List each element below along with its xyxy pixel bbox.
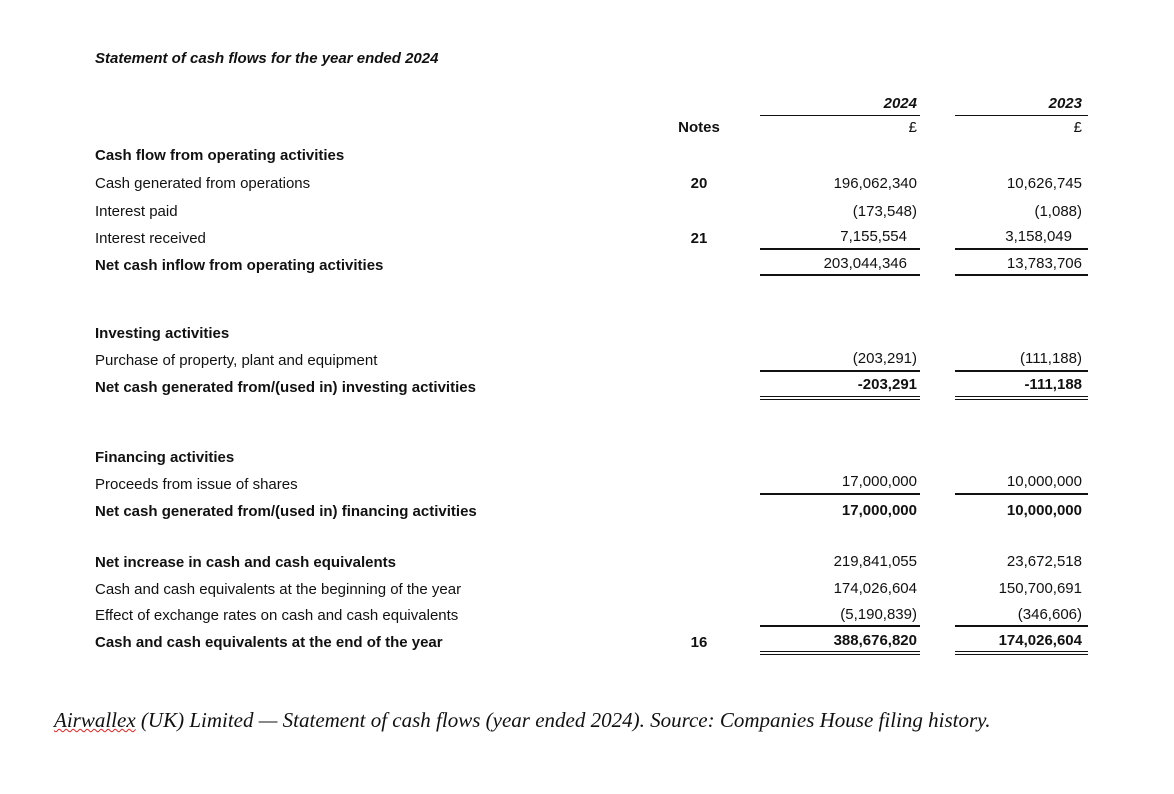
row-label: Proceeds from issue of shares xyxy=(95,476,298,493)
currency-2023: £ xyxy=(1073,119,1082,136)
double-total-rule xyxy=(760,396,920,400)
row-value-2024: 203,044,346 xyxy=(823,255,907,272)
subtotal-rule xyxy=(955,625,1088,627)
row-value-2024: 17,000,000 xyxy=(841,502,917,519)
row-value-2024: 17,000,000 xyxy=(841,473,917,490)
section-heading-investing: Investing activities xyxy=(95,325,230,342)
row-value-2023: 3,158,049 xyxy=(1005,228,1072,245)
row-label: Cash generated from operations xyxy=(95,175,311,192)
row-note: 16 xyxy=(690,634,708,651)
row-value-2023: -111,188 xyxy=(1024,376,1082,393)
row-label-total: Cash and cash equivalents at the end of the year xyxy=(95,634,443,651)
row-value-2023: 150,700,691 xyxy=(998,580,1082,597)
row-value-2023: 23,672,518 xyxy=(1006,553,1082,570)
row-note: 20 xyxy=(690,175,708,192)
total-rule xyxy=(955,274,1088,276)
row-label: Effect of exchange rates on cash and cash equivalents xyxy=(95,607,459,624)
double-total-rule xyxy=(760,651,920,655)
row-value-2023: 10,000,000 xyxy=(1006,502,1082,519)
row-value-2023: 174,026,604 xyxy=(998,632,1082,649)
double-total-rule xyxy=(955,396,1088,400)
statement-title: Statement of cash flows for the year ended 2024 xyxy=(95,50,439,67)
header-rule-2023 xyxy=(955,115,1088,116)
currency-2024: £ xyxy=(908,119,917,136)
double-total-rule xyxy=(955,651,1088,655)
caption-text: (UK) Limited — Statement of cash flows (year ended 2024). Source: Companies House filing history. xyxy=(135,708,991,732)
row-note: 21 xyxy=(690,230,708,247)
row-value-2024: 388,676,820 xyxy=(833,632,917,649)
row-value-2023: (1,088) xyxy=(1034,203,1082,220)
subtotal-rule xyxy=(760,625,920,627)
row-value-2023: (111,188) xyxy=(1020,350,1082,367)
subtotal-rule xyxy=(760,370,920,372)
row-label-total: Net cash generated from/(used in) financing activities xyxy=(95,503,477,520)
subtotal-rule xyxy=(955,493,1088,495)
row-value-2024: -203,291 xyxy=(857,376,917,393)
column-header-2024: 2024 xyxy=(883,95,917,112)
row-value-2023: 10,626,745 xyxy=(1006,175,1082,192)
subtotal-rule xyxy=(760,248,920,250)
row-label: Purchase of property, plant and equipment xyxy=(95,352,378,369)
row-label: Cash and cash equivalents at the beginning of the year xyxy=(95,581,462,598)
section-heading-financing: Financing activities xyxy=(95,449,235,466)
subtotal-rule xyxy=(760,493,920,495)
row-value-2023: 13,783,706 xyxy=(1006,255,1082,272)
caption-company: Airwallex xyxy=(54,708,136,732)
row-value-2024: 7,155,554 xyxy=(840,228,907,245)
row-value-2023: (346,606) xyxy=(1017,606,1082,623)
row-value-2024: (203,291) xyxy=(852,350,917,367)
row-label: Interest paid xyxy=(95,203,178,220)
row-value-2024: (173,548) xyxy=(852,203,917,220)
row-label-total: Net cash inflow from operating activities xyxy=(95,257,384,274)
row-value-2024: 196,062,340 xyxy=(833,175,917,192)
row-label: Interest received xyxy=(95,230,206,247)
total-rule xyxy=(760,274,920,276)
subtotal-rule xyxy=(955,248,1088,250)
row-value-2024: (5,190,839) xyxy=(840,606,917,623)
column-header-2023: 2023 xyxy=(1048,95,1082,112)
notes-header: Notes xyxy=(678,119,720,136)
row-value-2023: 10,000,000 xyxy=(1006,473,1082,490)
row-value-2024: 174,026,604 xyxy=(833,580,917,597)
row-label: Net increase in cash and cash equivalents xyxy=(95,554,396,571)
row-value-2024: 219,841,055 xyxy=(833,553,917,570)
figure-caption xyxy=(54,708,991,733)
header-rule-2024 xyxy=(760,115,920,116)
section-heading-operating: Cash flow from operating activities xyxy=(95,147,345,164)
row-label-total: Net cash generated from/(used in) investing activities xyxy=(95,379,476,396)
subtotal-rule xyxy=(955,370,1088,372)
